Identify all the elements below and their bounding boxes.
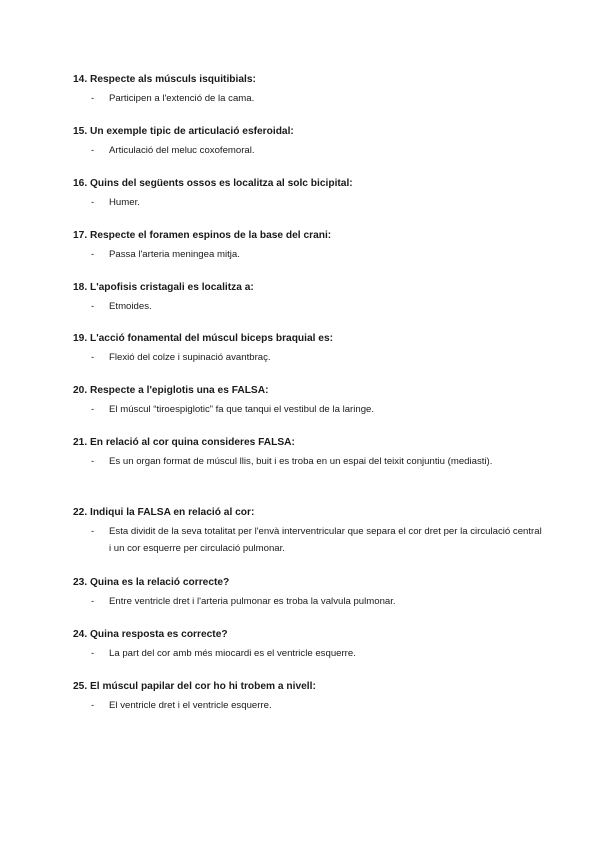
answer-item (73, 523, 543, 557)
question-item-16 (73, 177, 543, 211)
bullet-dash: - (91, 249, 95, 260)
question-text: 17. Respecte el foramen espinos de la base del crani: (73, 230, 332, 241)
answer-item (73, 298, 543, 315)
answer-item (73, 246, 543, 263)
answer-item (73, 349, 543, 366)
answer-text: Etmoides. (109, 301, 152, 312)
question-text: 20. Respecte a l'epiglotis una es FALSA: (73, 385, 269, 396)
answer-text: Esta dividit de la seva totalitat per l'envà interventricular que separa el cor dret per la circulació central i un cor esquerre per circulació pulmonar. (109, 526, 542, 554)
question-text: 16. Quins del següents ossos es localitza al solc bicipital: (73, 178, 353, 189)
question-text: 25. El múscul papilar del cor ho hi trobem a nivell: (73, 681, 316, 692)
question-item-21 (73, 436, 543, 470)
question-item-25 (73, 680, 543, 714)
question-text: 14. Respecte als músculs isquitibials: (73, 74, 256, 85)
question-text: 19. L'acció fonamental del múscul biceps braquial es: (73, 333, 334, 344)
bullet-dash: - (91, 596, 95, 607)
bullet-dash: - (91, 404, 95, 415)
bullet-dash: - (91, 456, 95, 467)
answer-text: Es un organ format de múscul llis, buit i es troba en un espai del teixit conjuntiu (mediasti). (109, 456, 493, 467)
answer-text: Humer. (109, 197, 140, 208)
answer-item (73, 453, 543, 470)
question-item-24 (73, 628, 543, 662)
bullet-dash: - (91, 700, 95, 711)
answer-item (73, 90, 543, 107)
bullet-dash: - (91, 352, 95, 363)
answer-text: Flexió del colze i supinació avantbraç. (109, 352, 271, 363)
bullet-dash: - (91, 197, 95, 208)
answer-item (73, 645, 543, 662)
question-item-15 (73, 125, 543, 159)
answer-text: Passa l'arteria meningea mitja. (109, 249, 240, 260)
answer-text: El múscul “tiroespiglotic” fa que tanqui el vestibul de la laringe. (109, 404, 375, 415)
question-item-18 (73, 281, 543, 315)
question-text: 18. L'apofisis cristagali es localitza a: (73, 282, 254, 293)
question-text: 23. Quina es la relació correcte? (73, 577, 230, 588)
answer-text: Articulació del meluc coxofemoral. (109, 145, 255, 156)
answer-item (73, 194, 543, 211)
answer-text: El ventricle dret i el ventricle esquerre. (109, 700, 272, 711)
bullet-dash: - (91, 648, 95, 659)
question-text: 22. Indiqui la FALSA en relació al cor: (73, 507, 255, 518)
question-text: 21. En relació al cor quina consideres FALSA: (73, 437, 295, 448)
question-item-22 (73, 506, 543, 557)
answer-item (73, 142, 543, 159)
bullet-dash: - (91, 93, 95, 104)
answer-text: Entre ventricle dret i l'arteria pulmonar es troba la valvula pulmonar. (109, 596, 396, 607)
bullet-dash: - (91, 301, 95, 312)
answer-item (73, 593, 543, 610)
question-item-17 (73, 229, 543, 263)
question-text: 15. Un exemple tipic de articulació esferoidal: (73, 126, 294, 137)
bullet-dash: - (91, 526, 95, 537)
question-item-23 (73, 576, 543, 610)
question-item-19 (73, 332, 543, 366)
question-text: 24. Quina resposta es correcte? (73, 629, 228, 640)
answer-item (73, 401, 543, 418)
answer-text: Participen a l'extenció de la cama. (109, 93, 255, 104)
bullet-dash: - (91, 145, 95, 156)
answer-text: La part del cor amb més miocardi es el ventricle esquerre. (109, 648, 356, 659)
question-item-14 (73, 73, 543, 107)
question-item-20 (73, 384, 543, 418)
answer-item (73, 697, 543, 714)
